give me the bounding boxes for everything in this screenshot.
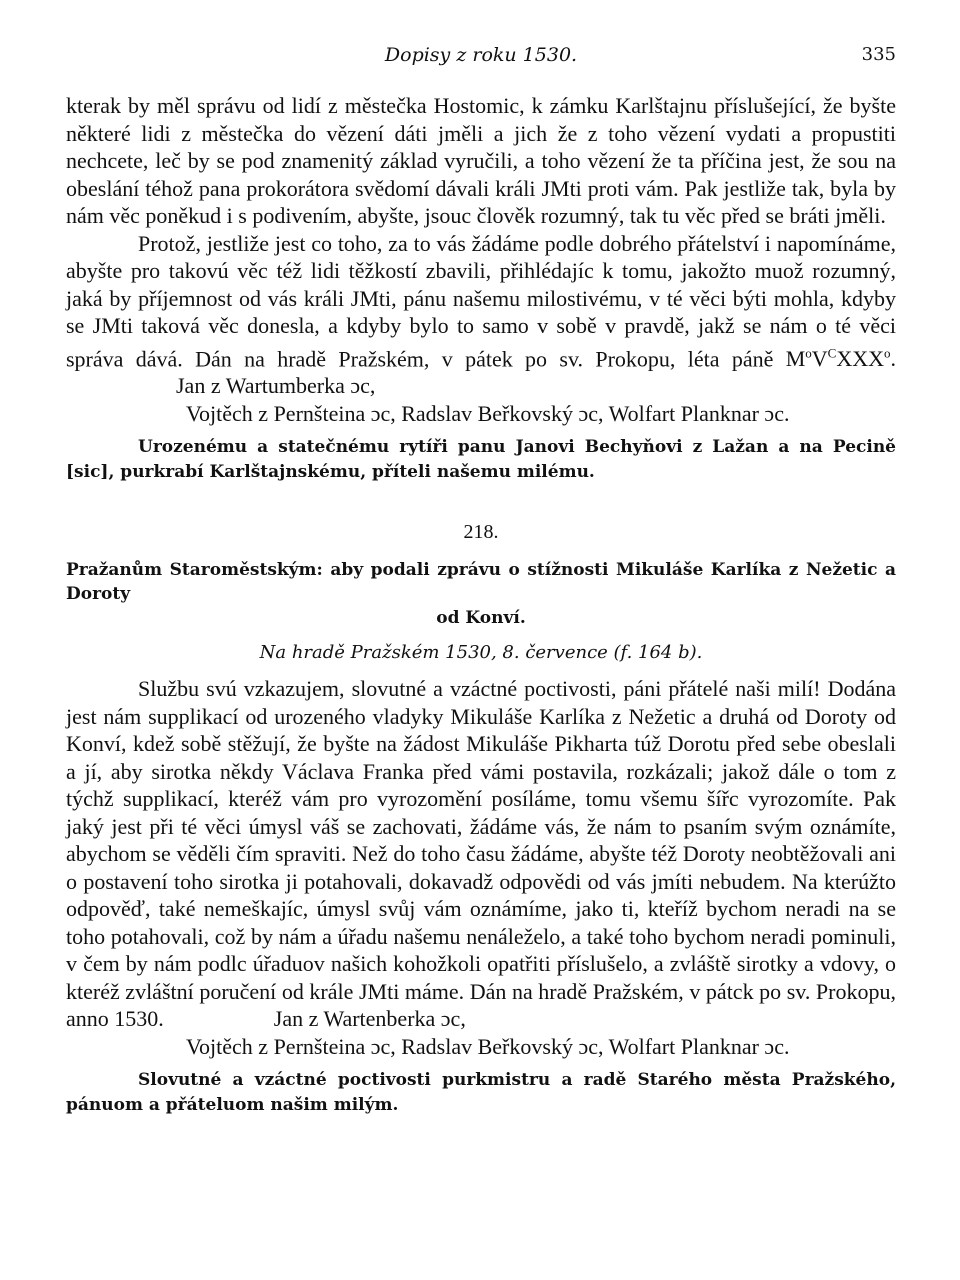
letter2-paragraph bbox=[66, 675, 896, 1033]
roman-sup-c: C bbox=[827, 345, 837, 361]
page-header bbox=[66, 36, 896, 70]
roman-sup-o1: o bbox=[805, 345, 812, 361]
running-title: Dopisy z roku 1530. bbox=[384, 44, 578, 66]
roman-xxx: XXX bbox=[836, 345, 885, 371]
document-number: 218. bbox=[463, 521, 499, 544]
letter2-summary: Pražanům Staroměstským: aby podali zprávu o stížnosti Mikuláše Karlíka z Nežetic a Doroty bbox=[66, 560, 896, 605]
letter1-signer1: Jan z Wartumberka ɔc, bbox=[176, 373, 376, 399]
letter1-paragraph2-text: Protož, jestliže jest co toho, za to vás žádáme podle dobrého přátelství i napomínáme, abyšte pro takovú věc též lidi těžkostí zbavili, přihlédajíc k tomu, jakožto muož rozumný, jaká by příjemnost od vás králi JMti, pánu našemu milostivému, v té věci býti mohla, kdyby se JMti taková věc donesla, a kdyby bylo to samo v sobě v pravdě, jakž se nám o té věci správa dává. Dán na hradě Pražském, v pátek po sv. Prokopu, léta páně bbox=[66, 230, 896, 371]
letter1-paragraph1: kterak by měl správu od lidí z městečka Hostomic, k zámku Karlštajnu příslušející, že byšte některé lidi z městečka do vězení dáti jměli a jich že z toho vězení vydati a propustiti nechcete, leč by se pod znamenitý základ vyručili, a toho vězení že ta příčina jest, že sou na obeslání téhož pana prokorátora svědomí dávali králi JMti proti vám. Pak jestliže tak, byla by nám věc poněkud i s podivením, abyšte, jsouc člověk rozumný, tak tu věc před se bráti jměli. bbox=[66, 93, 896, 228]
letter2-signatures: Vojtěch z Pernšteina ɔc, Radslav Beřkovský ɔc, Wolfart Planknar ɔc. bbox=[186, 1033, 790, 1059]
document-page bbox=[66, 36, 896, 1118]
page-number: 335 bbox=[861, 44, 896, 65]
roman-sup-o2: o bbox=[884, 345, 891, 361]
letter1-signatures: Vojtěch z Pernšteina ɔc, Radslav Beřkovský ɔc, Wolfart Planknar ɔc. bbox=[186, 400, 790, 426]
roman-end: . bbox=[890, 345, 897, 371]
letter1-address: Urozenému a statečnému rytíři panu Janovi Bechyňovi z Lažan a na Pecině [sic], purkrabí Karlštajnskému, příteli našemu milému. bbox=[66, 437, 896, 483]
roman-v: V bbox=[811, 345, 828, 371]
letter2-signer1: Jan z Wartenberka ɔc, bbox=[273, 1006, 466, 1032]
roman-m: M bbox=[785, 345, 806, 371]
letter2-dateline: Na hradě Pražském 1530, 8. července (f. 164 b). bbox=[259, 642, 703, 664]
letter2-paragraph-text: Službu svú vzkazujem, slovutné a vzáctné poctivosti, páni přátelé naši milí! Dodána jest nám supplikací od urozeného vladyky Mikuláše Karlíka z Nežetic a druhá od Doroty od Konví, kdež sobě stěžují, že byšte na žádost Mikuláše Pikharta túž Dorotu před sebe obeslali a jí, aby sirotka někdy Václava Franka před vámi postavila, rozkázali; jakož dále o tom z týchž supplikací, kteréž vám pro vyrozomění posíláme, tomu všemu šířc vyrozomíte. Pak jaký jest při té věci úmysl váš se zachovati, žádáme vás, že nám to psaním svým oznámíte, abychom se věděli čím spraviti. Než do toho času žádáme, abyšte též Doroty neobtěžovali ani o postavení toho sirotka ji potahovali, dokavadž odpovědi od vás jmíti nebudem. Na kterúžto odpověď, také nemeškajíc, úmysl svůj vám oznámíme, jako ti, kteříž bychom neradi na se toho potahovali, což by nám a úřadu našemu nenáleželo, a také toho bychom neradi pominuli, v čem by nám podlc úřaduov našich kohožkoli opatřiti příslušelo, a zvláště sirotky a vdovy, o kteréž zvláštní poručení od krále JMti máme. Dán na hradě Pražském, v pátck po sv. Prokopu, anno 1530. bbox=[66, 676, 896, 1032]
letter2-address: Slovutné a vzáctné poctivosti purkmistru a radě Starého města Pražského, pánuom a přáteluom našim milým. bbox=[66, 1070, 896, 1116]
letter2-summary-end: od Konví. bbox=[436, 608, 526, 629]
letter1-roman-date bbox=[786, 346, 896, 371]
letter1-paragraph2 bbox=[66, 230, 896, 400]
